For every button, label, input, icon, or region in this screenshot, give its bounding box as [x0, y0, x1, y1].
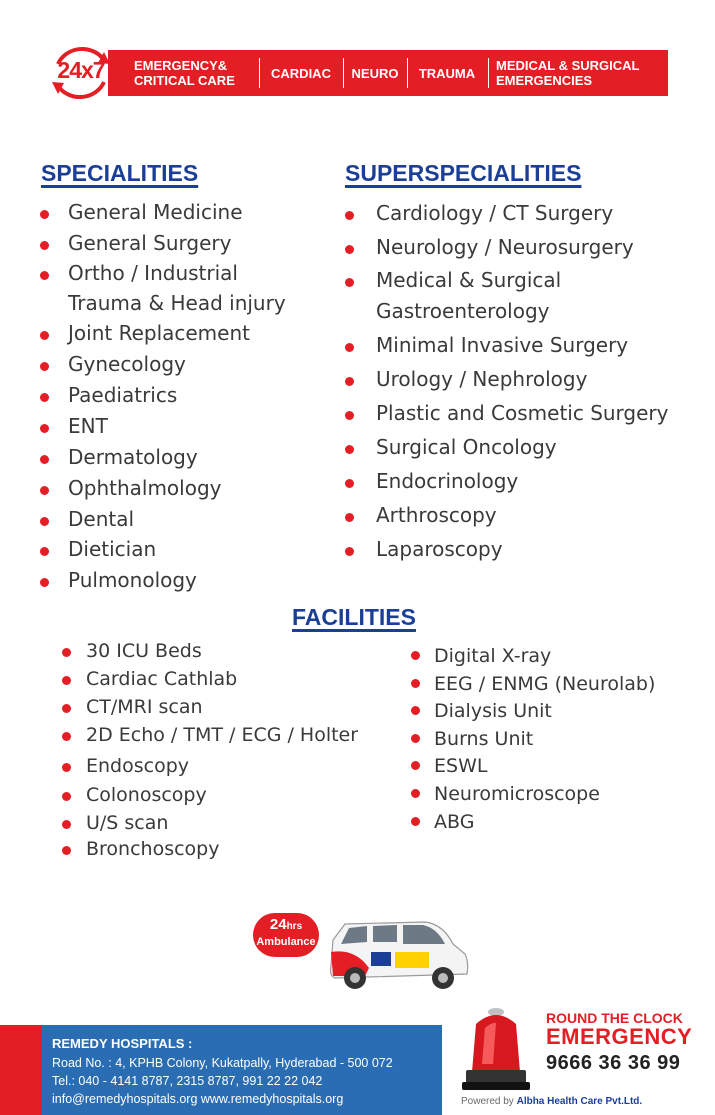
bullet-icon [345, 547, 354, 556]
list-item-label: Neurology / Neurosurgery [376, 235, 634, 259]
list-item-label: Bronchoscopy [86, 838, 220, 860]
list-item-label: ABG [434, 811, 475, 833]
list-item-label: Ortho / Industrial [68, 261, 238, 285]
bullet-icon [40, 486, 49, 495]
list-item-label: 30 ICU Beds [86, 640, 202, 662]
banner-divider [488, 58, 489, 88]
bullet-icon [411, 761, 420, 770]
facilities-heading: FACILITIES [292, 604, 416, 630]
bullet-icon [345, 377, 354, 386]
bullet-icon [345, 513, 354, 522]
banner-cardiac: CARDIAC [271, 65, 331, 81]
list-item-label: EEG / ENMG (Neurolab) [434, 673, 656, 695]
bullet-icon [40, 547, 49, 556]
list-item-label: Ophthalmology [68, 476, 222, 500]
list-item-label: Colonoscopy [86, 784, 207, 806]
list-item-label: Cardiology / CT Surgery [376, 201, 614, 225]
banner-emergency-line2: CRITICAL CARE [134, 73, 235, 88]
powered-by-company: Albha Health Care Pvt.Ltd. [516, 1096, 643, 1107]
banner-med-line2: EMERGENCIES [496, 73, 593, 88]
bullet-icon [40, 271, 49, 280]
bullet-icon [40, 210, 49, 219]
bullet-icon [411, 651, 420, 660]
list-item-label: Dermatology [68, 445, 198, 469]
powered-by [461, 1096, 642, 1107]
powered-by-label: Powered by [461, 1096, 514, 1107]
list-item-label: Dental [68, 507, 135, 531]
list-item-label: U/S scan [86, 812, 169, 834]
list-item-label: Dialysis Unit [434, 700, 552, 722]
bullet-icon [62, 846, 71, 855]
specialities-heading: SPECIALITIES [41, 160, 199, 186]
bullet-icon [411, 817, 420, 826]
bullet-icon [62, 676, 71, 685]
bullet-icon [62, 763, 71, 772]
bullet-icon [411, 706, 420, 715]
bullet-icon [345, 245, 354, 254]
list-item-label: Laparoscopy [376, 537, 503, 561]
list-item-label: Joint Replacement [68, 321, 250, 345]
list-item-label: General Surgery [68, 231, 232, 255]
list-item-label: Cardiac Cathlab [86, 668, 238, 690]
banner-med-line1: MEDICAL & SURGICAL [496, 58, 640, 73]
banner-medical-surgical [496, 50, 666, 96]
bullet-icon [40, 578, 49, 587]
emergency-banner [48, 44, 668, 102]
list-item-label: Endocrinology [376, 469, 519, 493]
bullet-icon [345, 343, 354, 352]
bullet-icon [62, 792, 71, 801]
bullet-icon [345, 445, 354, 454]
footer-address: Road No. : 4, KPHB Colony, Kukatpally, Hyderabad - 500 072 [52, 1056, 393, 1070]
ambulance-label: Ambulance [256, 936, 316, 948]
banner-neuro: NEURO [351, 65, 399, 81]
emergency-phone: 9666 36 36 99 [546, 1052, 681, 1074]
bullet-icon [411, 679, 420, 688]
bullet-icon [345, 211, 354, 220]
emergency-label: EMERGENCY [546, 1024, 693, 1049]
banner-trauma: TRAUMA [418, 65, 476, 81]
list-item-label: Pulmonology [68, 568, 197, 592]
bullet-icon [411, 789, 420, 798]
superspecialities-heading: SUPERSPECIALITIES [345, 160, 582, 186]
banner-emergency-line1: EMERGENCY& [134, 58, 228, 73]
bullet-icon [40, 331, 49, 340]
footer-red-strip [0, 1025, 42, 1115]
bullet-icon [40, 455, 49, 464]
list-item-label: Plastic and Cosmetic Surgery [376, 401, 669, 425]
bullet-icon [40, 393, 49, 402]
list-item-label: Dietician [68, 537, 157, 561]
list-item-label: Endoscopy [86, 755, 190, 777]
ambulance-hours-number: 24 [269, 916, 287, 933]
footer-hospital-name: REMEDY HOSPITALS : [52, 1036, 193, 1051]
footer-web: info@remedyhospitals.org www.remedyhospitals.org [52, 1092, 344, 1106]
list-item-label: CT/MRI scan [86, 696, 203, 718]
bullet-icon [40, 517, 49, 526]
list-item-label: Paediatrics [68, 383, 178, 407]
list-item-label: 2D Echo / TMT / ECG / Holter [86, 724, 359, 746]
bullet-icon [411, 734, 420, 743]
banner-emergency-critical-care [134, 50, 252, 96]
list-item-label: Burns Unit [434, 728, 534, 750]
bullet-icon [40, 241, 49, 250]
ambulance-badge [253, 913, 319, 957]
list-item-label: Digital X-ray [434, 645, 552, 667]
bullet-icon [40, 362, 49, 371]
list-item-label: Arthroscopy [376, 503, 497, 527]
bullet-icon [62, 820, 71, 829]
bullet-icon [345, 278, 354, 287]
list-item-label: Neuromicroscope [434, 783, 600, 805]
list-item-label: ESWL [434, 755, 488, 777]
list-item-label: Gynecology [68, 352, 186, 376]
footer-telephone: Tel.: 040 - 4141 8787, 2315 8787, 991 22 22 042 [52, 1074, 323, 1088]
list-item-label: Urology / Nephrology [376, 367, 588, 391]
round-the-clock-label: ROUND THE CLOCK [546, 1010, 683, 1026]
ambulance-van-icon [325, 918, 470, 994]
list-item-label: Trauma & Head injury [68, 291, 286, 315]
bullet-icon [62, 704, 71, 713]
ambulance-hours [253, 916, 319, 933]
list-item-label: Surgical Oncology [376, 435, 557, 459]
bullet-icon [62, 648, 71, 657]
bullet-icon [345, 479, 354, 488]
list-item-label: General Medicine [68, 200, 243, 224]
ambulance-hours-unit: hrs [286, 921, 303, 932]
list-item-label: Gastroenterology [376, 299, 550, 323]
list-item-label: ENT [68, 414, 108, 438]
emergency-siren-icon [458, 1002, 534, 1094]
bullet-icon [345, 411, 354, 420]
list-item-label: Medical & Surgical [376, 268, 562, 292]
bullet-icon [62, 732, 71, 741]
bullet-icon [40, 424, 49, 433]
badge-24x7: 24x7 [57, 57, 105, 83]
list-item-label: Minimal Invasive Surgery [376, 333, 629, 357]
